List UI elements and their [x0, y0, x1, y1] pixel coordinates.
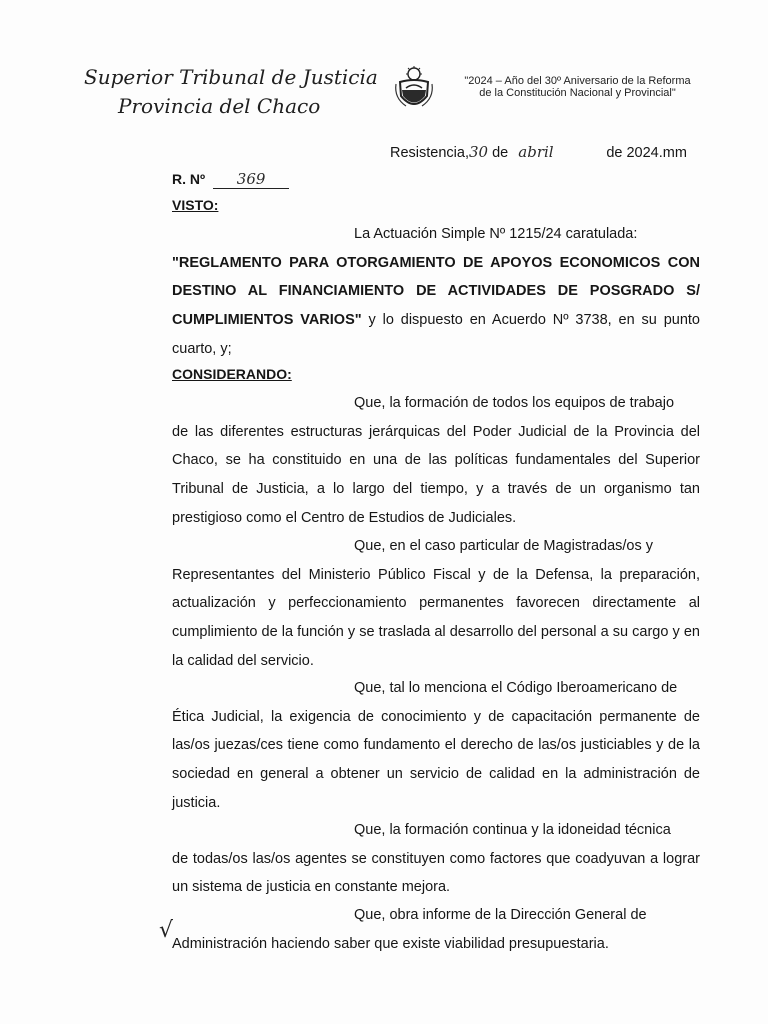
paragraph-first-line: Que, en el caso particular de Magistradas/os y: [354, 538, 654, 554]
provincial-coat-of-arms-icon: [392, 66, 436, 114]
paragraph-body: Representantes del Ministerio Público Fiscal y de la Defensa, la preparación, actualización y perfeccionamiento permanentes favorecen directamente al cumplimiento de la función y se traslada al desarrollo del personal a su cargo y en la calidad del servicio.: [172, 566, 700, 669]
paragraph-body: Ética Judicial, la exigencia de conocimiento y de capacitación permanente de las/os juezas/ces tiene como fundamento el derecho de las/os justiciables y de la sociedad en general a obtener un servicio de calidad en la administración de justicia.: [172, 708, 700, 811]
paragraph-body: Administración haciendo saber que existe viabilidad presupuestaria.: [172, 935, 609, 952]
considerando-paragraph-3: [172, 674, 700, 818]
paragraph-first-line: Que, obra informe de la Dirección General de: [354, 907, 647, 923]
considerando-paragraph-4: [172, 816, 700, 902]
visto-bold-title: "REGLAMENTO PARA OTORGAMIENTO DE APOYOS ECONOMICOS CON DESTINO AL FINANCIAMIENTO DE ACTIVIDADES DE POSGRADO S/ CUMPLIMIENTOS VARIOS": [172, 254, 700, 329]
visto-first-line: La Actuación Simple Nº 1215/24 caratulada:: [354, 226, 638, 242]
dateline-day: 30: [468, 143, 489, 161]
resolution-value: 369: [213, 170, 289, 189]
visto-rest: y lo dispuesto en Acuerdo Nº 3738, en su punto cuarto, y;: [172, 312, 701, 357]
considerando-paragraph-1: [172, 389, 700, 533]
considerando-paragraph-5: [172, 901, 700, 958]
considerando-paragraph-2: [172, 532, 700, 676]
resolution-label: R. Nº: [172, 171, 206, 187]
visto-heading: VISTO:: [172, 197, 219, 213]
paragraph-body: de las diferentes estructuras jerárquicas del Poder Judicial de la Provincia del Chaco, se ha constituido en una de las políticas fundamentales del Superior Tribunal de Justicia, a lo largo del tiempo, y a través de un organismo tan prestigioso como el Centro de Estudios de Judiciales.: [172, 423, 700, 526]
institution-name: Superior Tribunal de Justicia: [84, 65, 378, 89]
dateline: [390, 143, 687, 161]
paragraph-first-line: Que, tal lo menciona el Código Iberoamericano de: [354, 680, 678, 696]
year-motto: [440, 75, 715, 99]
dateline-de1: de: [492, 145, 509, 161]
year-motto-line1: "2024 – Año del 30º Aniversario de la Reforma: [464, 75, 691, 87]
dateline-year: 2024.mm: [626, 145, 687, 161]
paragraph-first-line: Que, la formación continua y la idoneidad técnica: [354, 822, 671, 838]
paragraph-body: de todas/os las/os agentes se constituyen como factores que coadyuvan a lograr un sistema de justicia en constante mejora.: [172, 850, 700, 896]
institution-province: Provincia del Chaco: [118, 94, 321, 118]
dateline-de2: de: [606, 145, 623, 161]
dateline-city: Resistencia,: [390, 145, 469, 161]
year-motto-line2: de la Constitución Nacional y Provincial": [479, 87, 676, 99]
considerando-heading: CONSIDERANDO:: [172, 366, 292, 382]
visto-paragraph: [172, 220, 700, 364]
paragraph-first-line: Que, la formación de todos los equipos de trabajo: [354, 395, 675, 411]
margin-check-mark: √: [159, 918, 174, 943]
dateline-month: abril: [518, 143, 554, 161]
resolution-number: [172, 170, 289, 189]
